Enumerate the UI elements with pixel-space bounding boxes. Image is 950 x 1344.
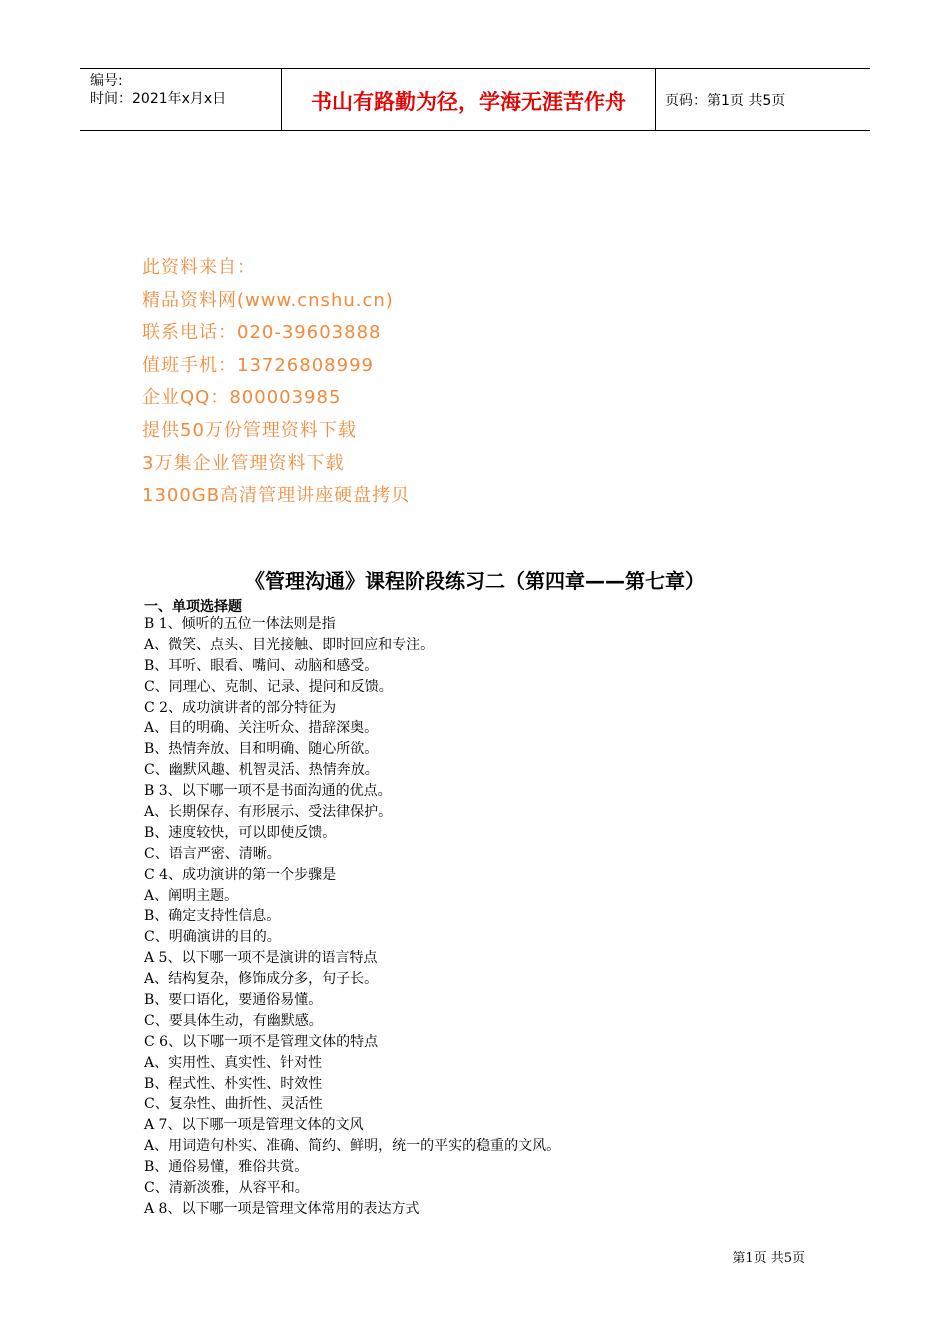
option-line: C、要具体生动，有幽默感。 [144, 1012, 323, 1029]
question-line: B 1、倾听的五位一体法则是指 [144, 616, 336, 632]
document-title: 《管理沟通》课程阶段练习二（第四章——第七章） [245, 569, 705, 593]
option-line: A、目的明确、关注听众、措辞深奥。 [144, 720, 379, 737]
option-line: B、程式性、朴实性、时效性 [144, 1075, 323, 1092]
option-line: B、要口语化，要通俗易懂。 [144, 992, 323, 1009]
question-line: A 5、以下哪一项不是演讲的语言特点 [144, 950, 378, 967]
option-line: A、阐明主题。 [144, 887, 239, 904]
header-page-info: 页码：第1页 共5页 [665, 93, 786, 109]
promo-line: 1300GB高清管理讲座硬盘拷贝 [142, 485, 411, 507]
question-line: A 8、以下哪一项是管理文体常用的表达方式 [144, 1200, 420, 1217]
section-title: 一、单项选择题 [144, 599, 242, 615]
time-label: 时间：2021年x月x日 [90, 91, 227, 107]
option-line: C、幽默风趣、机智灵活、热情奔放。 [144, 762, 379, 779]
option-line: C、同理心、克制、记录、提问和反馈。 [144, 678, 393, 695]
option-line: B、耳听、眼看、嘴问、动脑和感受。 [144, 657, 379, 674]
question-list [144, 614, 560, 1220]
option-line: B、通俗易懂，雅俗共赏。 [144, 1159, 309, 1176]
question-line: C 6、以下哪一项不是管理文体的特点 [144, 1033, 379, 1050]
option-line: A、结构复杂，修饰成分多，句子长。 [144, 971, 379, 988]
option-line: A、长期保存、有形展示、受法律保护。 [144, 804, 393, 821]
promo-line: 3万集企业管理资料下载 [142, 452, 345, 474]
question-line: A 7、以下哪一项是管理文体的文风 [144, 1117, 364, 1134]
question-line: B 3、以下哪一项不是书面沟通的优点。 [144, 783, 392, 800]
option-line: C、复杂性、曲折性、灵活性 [144, 1096, 323, 1113]
page-header [80, 68, 870, 131]
header-meta [80, 69, 281, 130]
promo-line: 此资料来自： [142, 257, 256, 278]
option-line: C、明确演讲的目的。 [144, 929, 281, 946]
footer-page-number: 第1页 共5页 [732, 1251, 805, 1266]
promo-line: 值班手机：13726808999 [142, 354, 374, 376]
option-line: B、速度较快，可以即使反馈。 [144, 824, 337, 841]
option-line: B、热情奔放、目和明确、随心所欲。 [144, 741, 379, 758]
header-page-cell [655, 69, 870, 130]
option-line: C、语言严密、清晰。 [144, 845, 281, 862]
option-line: B、确定支持性信息。 [144, 908, 281, 925]
number-label: 编号: [90, 73, 123, 89]
header-motto-cell [281, 69, 656, 130]
promo-line: 提供50万份管理资料下载 [142, 419, 357, 441]
option-line: A、微笑、点头、目光接触、即时回应和专注。 [144, 636, 435, 653]
option-line: A、用词造句朴实、准确、简约、鲜明，统一的平实的稳重的文风。 [144, 1138, 561, 1155]
question-line: C 2、成功演讲者的部分特征为 [144, 699, 337, 716]
promo-block [142, 252, 410, 513]
motto: 书山有路勤为径，学海无涯苦作舟 [311, 90, 626, 114]
question-line: C 4、成功演讲的第一个步骤是 [144, 866, 337, 883]
option-line: A、实用性、真实性、针对性 [144, 1054, 323, 1071]
promo-line[interactable]: 精品资料网(www.cnshu.cn) [142, 289, 394, 311]
promo-line: 联系电话：020-39603888 [142, 322, 382, 344]
promo-line: 企业QQ：800003985 [142, 387, 342, 409]
option-line: C、清新淡雅，从容平和。 [144, 1180, 309, 1197]
